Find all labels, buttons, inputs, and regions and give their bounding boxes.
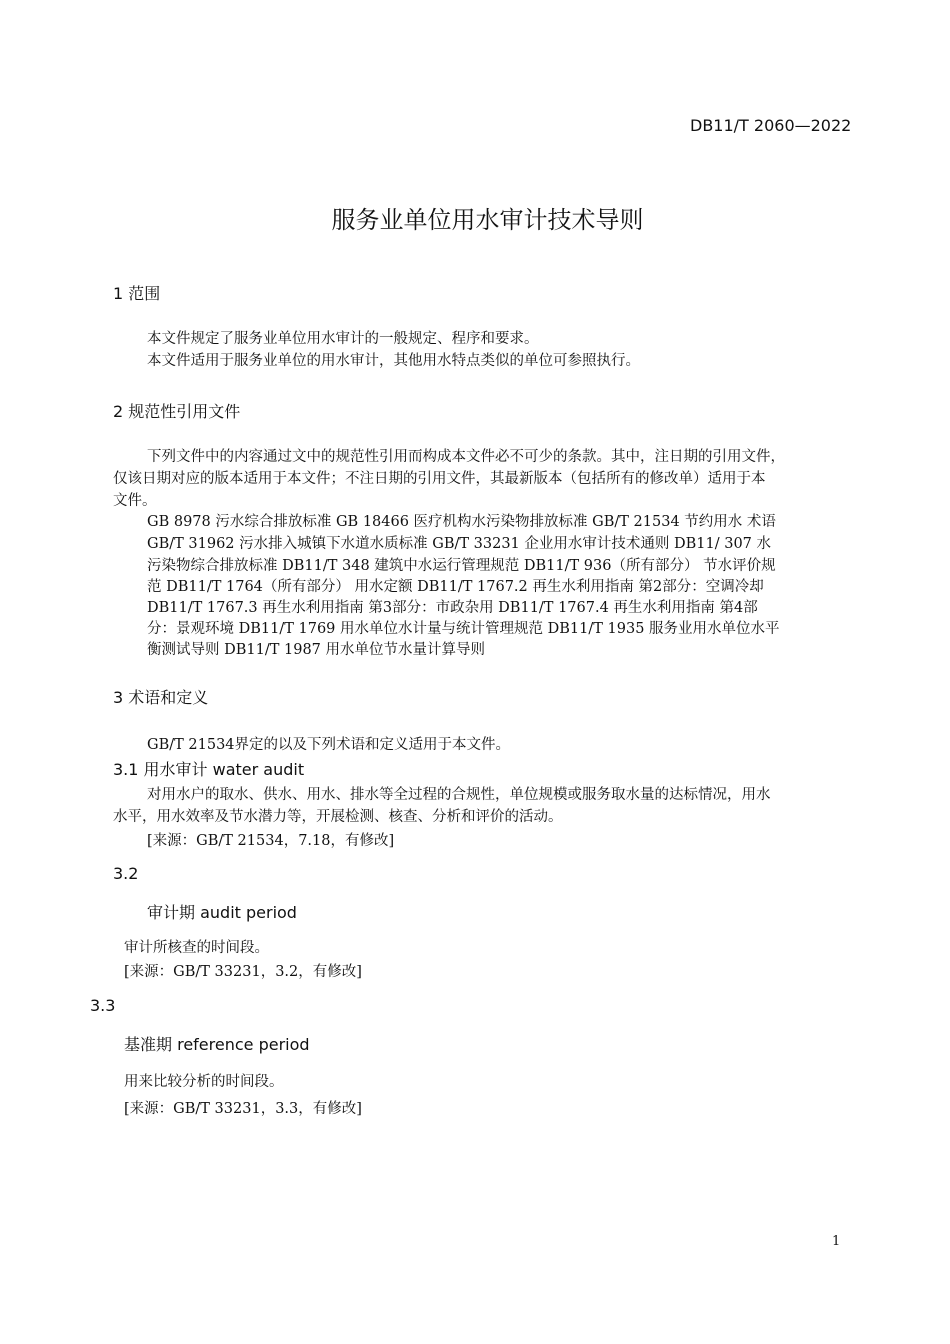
section-2-intro-line-1: 下列文件中的内容通过文中的规范性引用而构成本文件必不可少的条款。其中，注日期的引用文件， bbox=[147, 449, 785, 465]
reference-line: GB/T 31962 污水排入城镇下水道水质标准 GB/T 33231 企业用水审计技术通则 DB11/ 307 水 bbox=[147, 536, 772, 552]
term-3-3-source: [来源：GB/T 33231，3.3，有修改] bbox=[124, 1101, 362, 1117]
section-3-heading: 3 术语和定义 bbox=[113, 688, 209, 707]
page-number: 1 bbox=[832, 1234, 841, 1249]
page-title: 服务业单位用水审计技术导则 bbox=[331, 206, 644, 234]
section-2-intro-line-3: 文件。 bbox=[113, 493, 157, 509]
term-3-2-source: [来源：GB/T 33231，3.2，有修改] bbox=[124, 964, 362, 980]
reference-line: 分：景观环境 DB11/T 1769 用水单位水计量与统计管理规范 DB11/T 1935 服务业用水单位水平 bbox=[147, 621, 780, 637]
section-1-heading: 1 范围 bbox=[113, 284, 161, 303]
section-3-intro: GB/T 21534界定的以及下列术语和定义适用于本文件。 bbox=[147, 737, 511, 753]
section-2-intro-line-2: 仅该日期对应的版本适用于本文件；不注日期的引用文件，其最新版本（包括所有的修改单）适用于本 bbox=[113, 471, 766, 487]
term-3-2-number: 3.2 bbox=[113, 864, 139, 883]
term-3-1-definition-line-1: 对用水户的取水、供水、用水、排水等全过程的合规性，单位规模或服务取水量的达标情况，用水 bbox=[147, 787, 771, 803]
reference-line: DB11/T 1767.3 再生水利用指南 第3部分：市政杂用 DB11/T 1767.4 再生水利用指南 第4部 bbox=[147, 600, 758, 616]
term-3-3-definition: 用来比较分析的时间段。 bbox=[124, 1074, 284, 1090]
term-3-1-source: [来源：GB/T 21534，7.18，有修改] bbox=[147, 833, 395, 849]
term-3-1-heading: 3.1 用水审计 water audit bbox=[113, 760, 305, 779]
reference-line: 污染物综合排放标准 DB11/T 348 建筑中水运行管理规范 DB11/T 936（所有部分） 节水评价规 bbox=[147, 558, 776, 574]
reference-line: GB 8978 污水综合排放标准 GB 18466 医疗机构水污染物排放标准 GB/T 21534 节约用水 术语 bbox=[147, 514, 776, 530]
term-3-1-definition-line-2: 水平，用水效率及节水潜力等，开展检测、核查、分析和评价的活动。 bbox=[113, 809, 563, 825]
section-1-para-2: 本文件适用于服务业单位的用水审计，其他用水特点类似的单位可参照执行。 bbox=[147, 353, 640, 369]
term-3-3-term: 基准期 reference period bbox=[124, 1035, 310, 1054]
term-3-2-term: 审计期 audit period bbox=[147, 903, 297, 922]
section-2-heading: 2 规范性引用文件 bbox=[113, 402, 241, 421]
section-1-para-1: 本文件规定了服务业单位用水审计的一般规定、程序和要求。 bbox=[147, 331, 539, 347]
reference-line: 衡测试导则 DB11/T 1987 用水单位节水量计算导则 bbox=[147, 642, 486, 658]
term-3-2-definition: 审计所核查的时间段。 bbox=[124, 940, 269, 956]
term-3-3-number: 3.3 bbox=[90, 996, 116, 1015]
document-code: DB11/T 2060—2022 bbox=[690, 116, 852, 135]
reference-line: 范 DB11/T 1764（所有部分） 用水定额 DB11/T 1767.2 再生水利用指南 第2部分：空调冷却 bbox=[147, 579, 764, 595]
